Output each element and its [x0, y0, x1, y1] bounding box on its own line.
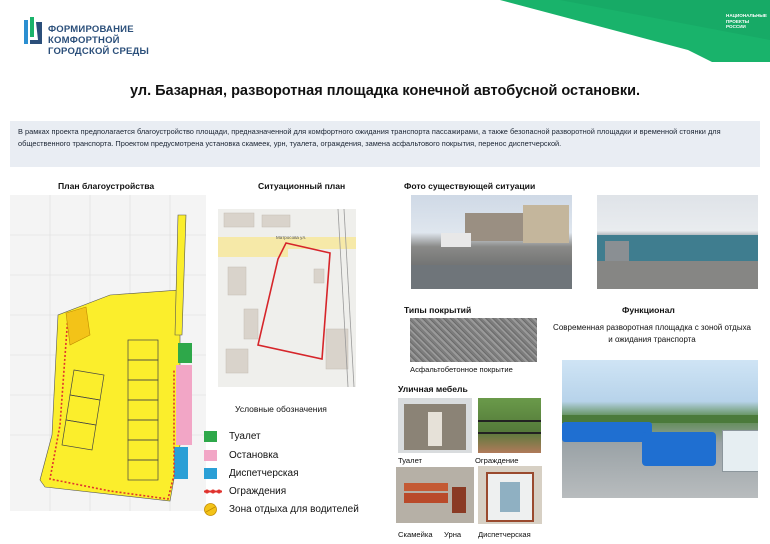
toilet-label: Туалет [398, 456, 423, 465]
legend-item-toilet: Туалет [204, 431, 261, 442]
logo-line-1: ФОРМИРОВАНИЕ [48, 24, 134, 35]
photo-header: Фото существующей ситуации [404, 181, 536, 191]
project-boundary [258, 243, 330, 359]
asphalt-surface-sample [410, 318, 537, 362]
function-text: Современная разворотная площадка с зоной отдыха и ожидания транспорта [553, 323, 751, 344]
situation-header: Ситуационный план [258, 181, 346, 191]
logo-line-2: КОМФОРТНОЙ [48, 35, 120, 46]
page-title: ул. Базарная, разворотная площадка конечной автобусной остановки. [129, 83, 641, 99]
photo-existing-1 [411, 195, 572, 289]
function-render [562, 360, 758, 498]
legend-title: Условные обозначения [235, 404, 327, 414]
legend-item-rest-zone: Зона отдыха для водителей [204, 503, 359, 516]
legend-swatch-toilet [204, 431, 217, 442]
street-label: Матросова ул. [276, 235, 307, 240]
legend-item-stop: Остановка [204, 450, 278, 461]
situation-map [218, 209, 356, 387]
plan-drawing [10, 195, 206, 511]
urn-label: Урна [444, 530, 462, 539]
function-header: Функционал [622, 305, 675, 315]
logo-line-3: ГОРОДСКОЙ СРЕДЫ [48, 46, 150, 57]
dispatch-label: Диспетчерская [478, 530, 531, 539]
fence-label: Ограждение [475, 456, 519, 465]
paved-area [40, 290, 180, 501]
surface-header: Типы покрытий [404, 305, 472, 315]
legend-item-dispatch: Диспетчерская [204, 468, 299, 479]
national-projects-badge: НАЦИОНАЛЬНЫЕ ПРОЕКТЫ РОССИИ [726, 13, 767, 29]
legend-item-fence: Ограждения [204, 486, 286, 497]
logo-icon [22, 16, 44, 48]
furniture-header: Уличная мебель [398, 384, 468, 394]
plan-header: План благоустройства [58, 181, 155, 191]
surface-caption: Асфальтобетонное покрытие [410, 365, 513, 374]
header-banner [0, 0, 770, 70]
dispatch-photo [478, 466, 542, 524]
improvement-plan [10, 195, 206, 511]
legend-swatch-fence [204, 486, 222, 497]
toilet-photo [398, 398, 472, 453]
photo-existing-2 [597, 195, 758, 289]
bench-label: Скамейка [398, 530, 433, 539]
bench-photo [396, 467, 474, 523]
legend-swatch-dispatch [204, 468, 217, 479]
fence-photo [478, 398, 541, 453]
description-box: В рамках проекта предполагается благоустройство площади, предназначенной для комфортного ожидания транспорта пассажирами, а также безопасной разворотной площадки и временной стоянки для общественного транспорта. Проектом предусмотрена установка скамеек, урн, туалета, ограждения, замена асфальтового покрытия, перенос диспетчерской. [10, 121, 760, 167]
legend-swatch-rest-zone [204, 503, 217, 516]
legend-swatch-stop [204, 450, 217, 461]
